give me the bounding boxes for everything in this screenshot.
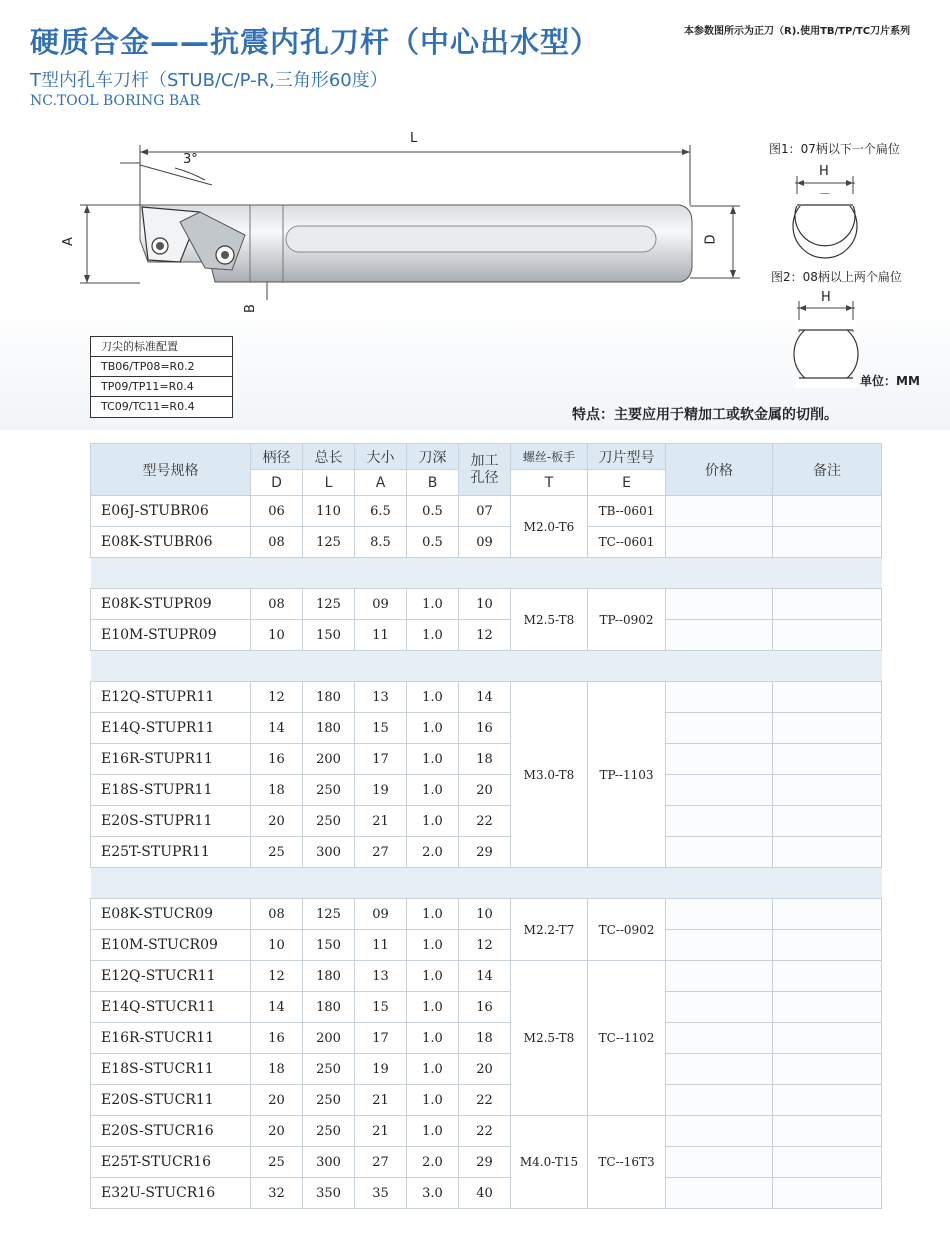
cell-d: 16 xyxy=(251,744,303,775)
header-bore: 加工孔径 xyxy=(459,444,511,496)
cell-a: 15 xyxy=(355,992,407,1023)
cell-price xyxy=(666,1054,773,1085)
cell-bore: 20 xyxy=(459,775,511,806)
cell-d: 25 xyxy=(251,1147,303,1178)
cell-bore: 16 xyxy=(459,992,511,1023)
cell-d: 16 xyxy=(251,1023,303,1054)
table-row xyxy=(91,806,882,837)
cell-model: E08K-STUCR09 xyxy=(91,899,251,930)
cell-bore: 20 xyxy=(459,1054,511,1085)
cell-d: 14 xyxy=(251,992,303,1023)
cell-price xyxy=(666,527,773,558)
cell-d: 10 xyxy=(251,620,303,651)
cell-l: 300 xyxy=(303,1147,355,1178)
cell-bore: 12 xyxy=(459,930,511,961)
cell-d: 20 xyxy=(251,806,303,837)
table-row xyxy=(91,589,882,620)
cell-screw: M2.5-T8 xyxy=(511,589,588,651)
header-model: 型号规格 xyxy=(91,444,251,496)
cell-a: 21 xyxy=(355,1085,407,1116)
cell-price xyxy=(666,1178,773,1209)
dim-d-label: D xyxy=(703,234,719,245)
table-row xyxy=(91,899,882,930)
cell-a: 21 xyxy=(355,806,407,837)
cell-b: 1.0 xyxy=(407,961,459,992)
cell-bore: 10 xyxy=(459,589,511,620)
cell-model: E16R-STUCR11 xyxy=(91,1023,251,1054)
cell-a: 19 xyxy=(355,775,407,806)
cell-bore: 14 xyxy=(459,961,511,992)
cell-model: E16R-STUPR11 xyxy=(91,744,251,775)
header-depth: 刀深 xyxy=(407,444,459,470)
cell-d: 12 xyxy=(251,961,303,992)
page-title: 硬质合金——抗震内孔刀杆（中心出水型） xyxy=(30,25,601,59)
cell-bore: 22 xyxy=(459,1116,511,1147)
cell-price xyxy=(666,1147,773,1178)
cell-a: 21 xyxy=(355,1116,407,1147)
cell-price xyxy=(666,992,773,1023)
figure-2-h-label: H xyxy=(821,290,831,305)
cell-l: 180 xyxy=(303,713,355,744)
cell-remark xyxy=(773,1147,882,1178)
cell-model: E08K-STUPR09 xyxy=(91,589,251,620)
tip-config-item: TC09/TC11=R0.4 xyxy=(101,400,195,413)
table-row xyxy=(91,620,882,651)
cell-price xyxy=(666,775,773,806)
header-insert-code: E xyxy=(588,470,666,496)
cell-remark xyxy=(773,899,882,930)
cell-l: 110 xyxy=(303,496,355,527)
cell-l: 150 xyxy=(303,930,355,961)
cell-insert: TC--16T3 xyxy=(588,1116,666,1209)
cell-bore: 12 xyxy=(459,620,511,651)
cell-a: 8.5 xyxy=(355,527,407,558)
cell-b: 2.0 xyxy=(407,1147,459,1178)
cell-bore: 29 xyxy=(459,837,511,868)
cell-model: E14Q-STUCR11 xyxy=(91,992,251,1023)
tip-config-heading: 刀尖的标准配置 xyxy=(91,337,232,357)
cell-l: 350 xyxy=(303,1178,355,1209)
spec-table xyxy=(90,443,882,1209)
cell-b: 2.0 xyxy=(407,837,459,868)
cell-d: 32 xyxy=(251,1178,303,1209)
cell-remark xyxy=(773,682,882,713)
cell-d: 18 xyxy=(251,1054,303,1085)
cell-l: 250 xyxy=(303,1085,355,1116)
cell-b: 1.0 xyxy=(407,682,459,713)
cell-b: 1.0 xyxy=(407,744,459,775)
cell-bore: 14 xyxy=(459,682,511,713)
cell-insert: TP--1103 xyxy=(588,682,666,868)
cell-d: 14 xyxy=(251,713,303,744)
cell-b: 0.5 xyxy=(407,496,459,527)
cell-model: E14Q-STUPR11 xyxy=(91,713,251,744)
cell-model: E06J-STUBR06 xyxy=(91,496,251,527)
group-separator xyxy=(91,868,882,899)
figure-1-h-label: H xyxy=(819,164,829,179)
cell-b: 1.0 xyxy=(407,1023,459,1054)
cell-price xyxy=(666,961,773,992)
cell-remark xyxy=(773,775,882,806)
english-title: NC.TOOL BORING BAR xyxy=(30,93,200,109)
header-screw-code: T xyxy=(511,470,588,496)
cell-remark xyxy=(773,1054,882,1085)
cell-b: 1.0 xyxy=(407,806,459,837)
header-remark: 备注 xyxy=(773,444,882,496)
cell-a: 11 xyxy=(355,620,407,651)
cell-bore: 18 xyxy=(459,744,511,775)
cell-d: 20 xyxy=(251,1116,303,1147)
cell-d: 08 xyxy=(251,527,303,558)
cell-remark xyxy=(773,1023,882,1054)
cell-b: 1.0 xyxy=(407,992,459,1023)
cell-remark xyxy=(773,806,882,837)
cell-bore: 18 xyxy=(459,1023,511,1054)
cell-a: 19 xyxy=(355,1054,407,1085)
cell-a: 6.5 xyxy=(355,496,407,527)
cell-screw: M4.0-T15 xyxy=(511,1116,588,1209)
cell-a: 27 xyxy=(355,837,407,868)
cell-l: 250 xyxy=(303,806,355,837)
table-row xyxy=(91,713,882,744)
cell-l: 200 xyxy=(303,744,355,775)
cell-a: 27 xyxy=(355,1147,407,1178)
cell-d: 08 xyxy=(251,589,303,620)
cell-model: E08K-STUBR06 xyxy=(91,527,251,558)
cell-screw: M2.0-T6 xyxy=(511,496,588,558)
cell-b: 1.0 xyxy=(407,589,459,620)
cell-b: 1.0 xyxy=(407,1116,459,1147)
table-row xyxy=(91,775,882,806)
table-row xyxy=(91,992,882,1023)
table-row xyxy=(91,1178,882,1209)
tip-config-box xyxy=(90,336,233,418)
header-price: 价格 xyxy=(666,444,773,496)
cell-d: 25 xyxy=(251,837,303,868)
cell-model: E10M-STUPR09 xyxy=(91,620,251,651)
cell-remark xyxy=(773,744,882,775)
cell-remark xyxy=(773,1178,882,1209)
header-size-code: A xyxy=(355,470,407,496)
cell-l: 125 xyxy=(303,899,355,930)
dim-l-label: L xyxy=(410,131,418,146)
cell-d: 20 xyxy=(251,1085,303,1116)
table-row xyxy=(91,682,882,713)
cell-l: 250 xyxy=(303,775,355,806)
table-row xyxy=(91,1116,882,1147)
cell-model: E18S-STUPR11 xyxy=(91,775,251,806)
group-separator xyxy=(91,558,882,589)
cell-a: 13 xyxy=(355,682,407,713)
cell-bore: 40 xyxy=(459,1178,511,1209)
cell-l: 180 xyxy=(303,992,355,1023)
cell-model: E25T-STUPR11 xyxy=(91,837,251,868)
cell-bore: 16 xyxy=(459,713,511,744)
cell-price xyxy=(666,899,773,930)
cell-remark xyxy=(773,930,882,961)
cell-bore: 22 xyxy=(459,1085,511,1116)
cell-l: 180 xyxy=(303,682,355,713)
cell-d: 10 xyxy=(251,930,303,961)
cell-remark xyxy=(773,992,882,1023)
table-row xyxy=(91,837,882,868)
cell-price xyxy=(666,1023,773,1054)
cell-l: 180 xyxy=(303,961,355,992)
cell-a: 17 xyxy=(355,744,407,775)
header-insert: 刀片型号 xyxy=(588,444,666,470)
cell-l: 125 xyxy=(303,589,355,620)
table-row xyxy=(91,744,882,775)
cell-remark xyxy=(773,589,882,620)
page-subtitle: T型内孔车刀杆（STUB/C/P-R,三角形60度） xyxy=(30,70,388,91)
cell-b: 1.0 xyxy=(407,775,459,806)
cell-remark xyxy=(773,961,882,992)
cell-insert: TB--0601 xyxy=(588,496,666,527)
cell-d: 06 xyxy=(251,496,303,527)
cell-price xyxy=(666,682,773,713)
table-row xyxy=(91,527,882,558)
cell-b: 1.0 xyxy=(407,930,459,961)
cell-model: E12Q-STUCR11 xyxy=(91,961,251,992)
table-row xyxy=(91,930,882,961)
cell-model: E32U-STUCR16 xyxy=(91,1178,251,1209)
dim-b-label: B xyxy=(242,304,258,313)
dim-a-label: A xyxy=(60,237,76,246)
cell-d: 18 xyxy=(251,775,303,806)
tip-config-item: TP09/TP11=R0.4 xyxy=(91,377,232,397)
cell-b: 1.0 xyxy=(407,1054,459,1085)
cell-bore: 07 xyxy=(459,496,511,527)
cell-screw: M3.0-T8 xyxy=(511,682,588,868)
cell-screw: M2.2-T7 xyxy=(511,899,588,961)
table-row xyxy=(91,1023,882,1054)
cell-price xyxy=(666,806,773,837)
cell-price xyxy=(666,930,773,961)
header-shank-code: D xyxy=(251,470,303,496)
cell-insert: TC--1102 xyxy=(588,961,666,1116)
cell-a: 17 xyxy=(355,1023,407,1054)
group-separator xyxy=(91,651,882,682)
header-depth-code: B xyxy=(407,470,459,496)
table-row xyxy=(91,1147,882,1178)
cell-a: 13 xyxy=(355,961,407,992)
cell-model: E10M-STUCR09 xyxy=(91,930,251,961)
cell-insert: TC--0902 xyxy=(588,899,666,961)
cell-bore: 22 xyxy=(459,806,511,837)
cell-model: E18S-STUCR11 xyxy=(91,1054,251,1085)
tip-config-item: TB06/TP08=R0.2 xyxy=(91,357,232,377)
cell-price xyxy=(666,837,773,868)
cell-b: 0.5 xyxy=(407,527,459,558)
cell-price xyxy=(666,496,773,527)
series-note: 本参数图所示为正刀（R).使用TB/TP/TC刀片系列 xyxy=(684,26,911,37)
cell-price xyxy=(666,589,773,620)
figure-2-caption: 图2：08柄以上两个扁位 xyxy=(771,270,902,284)
cell-remark xyxy=(773,527,882,558)
cell-price xyxy=(666,1085,773,1116)
cell-l: 125 xyxy=(303,527,355,558)
cell-b: 1.0 xyxy=(407,1085,459,1116)
cell-model: E12Q-STUPR11 xyxy=(91,682,251,713)
header-shank: 柄径 xyxy=(251,444,303,470)
cell-remark xyxy=(773,713,882,744)
cell-remark xyxy=(773,496,882,527)
unit-label: 单位：MM xyxy=(860,374,920,388)
table-row xyxy=(91,1054,882,1085)
cell-price xyxy=(666,620,773,651)
cell-remark xyxy=(773,1116,882,1147)
cell-insert: TC--0601 xyxy=(588,527,666,558)
header-size: 大小 xyxy=(355,444,407,470)
cell-a: 15 xyxy=(355,713,407,744)
header-screw: 螺丝-板手 xyxy=(511,444,588,470)
angle-label: 3° xyxy=(183,152,198,167)
cell-b: 1.0 xyxy=(407,713,459,744)
cell-l: 200 xyxy=(303,1023,355,1054)
cell-l: 150 xyxy=(303,620,355,651)
cell-d: 12 xyxy=(251,682,303,713)
cell-a: 35 xyxy=(355,1178,407,1209)
cell-model: E20S-STUPR11 xyxy=(91,806,251,837)
cell-a: 09 xyxy=(355,899,407,930)
table-row xyxy=(91,496,882,527)
table-row xyxy=(91,1085,882,1116)
cell-l: 250 xyxy=(303,1116,355,1147)
figure-1-caption: 图1：07柄以下一个扁位 xyxy=(769,142,900,156)
cell-l: 300 xyxy=(303,837,355,868)
cell-price xyxy=(666,744,773,775)
cell-bore: 09 xyxy=(459,527,511,558)
header-length-code: L xyxy=(303,470,355,496)
cell-b: 1.0 xyxy=(407,620,459,651)
header-length: 总长 xyxy=(303,444,355,470)
cell-model: E20S-STUCR11 xyxy=(91,1085,251,1116)
feature-text: 特点：主要应用于精加工或软金属的切削。 xyxy=(572,407,838,423)
cell-d: 08 xyxy=(251,899,303,930)
cell-price xyxy=(666,1116,773,1147)
cell-b: 1.0 xyxy=(407,899,459,930)
cell-bore: 10 xyxy=(459,899,511,930)
cell-model: E25T-STUCR16 xyxy=(91,1147,251,1178)
cell-screw: M2.5-T8 xyxy=(511,961,588,1116)
cell-a: 09 xyxy=(355,589,407,620)
table-row xyxy=(91,961,882,992)
cell-l: 250 xyxy=(303,1054,355,1085)
cell-insert: TP--0902 xyxy=(588,589,666,651)
cell-remark xyxy=(773,1085,882,1116)
cell-remark xyxy=(773,837,882,868)
cell-a: 11 xyxy=(355,930,407,961)
cell-price xyxy=(666,713,773,744)
cell-model: E20S-STUCR16 xyxy=(91,1116,251,1147)
cell-b: 3.0 xyxy=(407,1178,459,1209)
cell-bore: 29 xyxy=(459,1147,511,1178)
cell-remark xyxy=(773,620,882,651)
